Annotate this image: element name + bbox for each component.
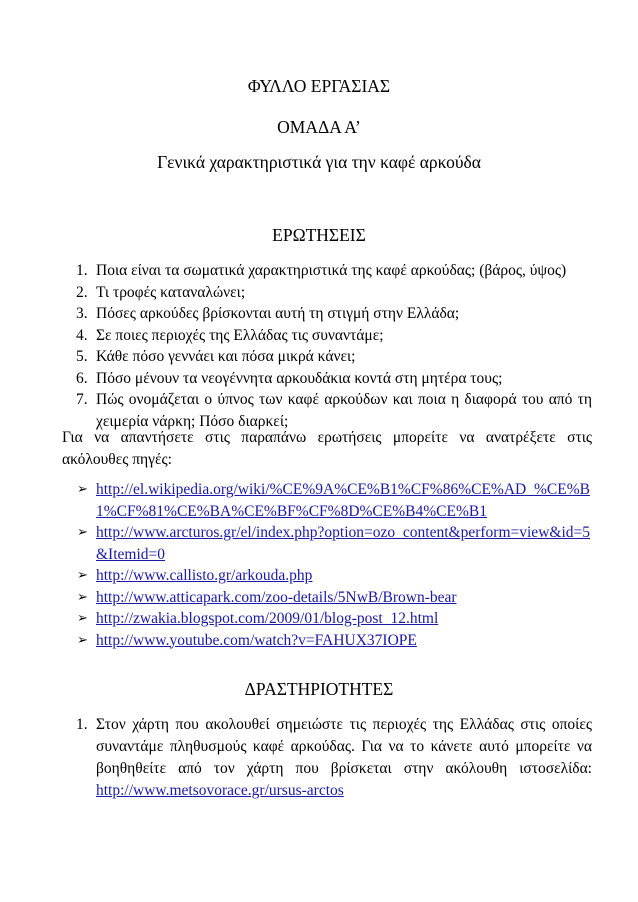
question-text: Κάθε πόσο γεννάει και πόσα μικρά κάνει; (96, 348, 356, 365)
worksheet-title: ΦΥΛΛΟ ΕΡΓΑΣΙΑΣ (247, 76, 391, 96)
source-item (62, 522, 592, 565)
source-link[interactable]: http://zwakia.blogspot.com/2009/01/blog-post_12.html (96, 610, 439, 627)
question-item (62, 260, 592, 282)
sources-list (62, 479, 592, 651)
question-text: Τι τροφές καταναλώνει; (96, 283, 246, 301)
questions-list (62, 260, 592, 432)
activity-link[interactable]: http://www.metsovorace.gr/ursus-arctos (96, 782, 344, 799)
question-number: 7. (76, 391, 88, 408)
source-item (62, 608, 592, 630)
question-text: Ποια είναι τα σωματικά χαρακτηριστικά της καφέ αρκούδας; (βάρος, ύψος) (96, 262, 567, 279)
activity-item (62, 714, 592, 802)
question-item (62, 325, 592, 347)
arrow-bullet-icon: ➢ (77, 611, 88, 626)
arrow-bullet-icon: ➢ (77, 525, 88, 540)
question-number: 5. (76, 348, 88, 365)
source-link[interactable]: http://www.callisto.gr/arkouda.php (96, 567, 313, 584)
question-number: 2. (76, 283, 88, 301)
arrow-bullet-icon: ➢ (77, 632, 88, 648)
arrow-bullet-icon: ➢ (77, 589, 88, 605)
source-link[interactable]: http://www.arcturos.gr/el/index.php?option=ozo_content&perform=view&id=5&Itemid=0 (96, 524, 590, 563)
group-title: ΟΜΑΔΑ Α’ (277, 117, 361, 137)
question-number: 6. (76, 369, 88, 387)
source-link[interactable]: http://el.wikipedia.org/wiki/%CE%9A%CE%B1%CF%86%CE%AD_%CE%B1%CF%81%CE%BA%CE%BF%CF%8D%CE%B4%CE%B1 (96, 481, 590, 520)
question-text: Σε ποιες περιοχές της Ελλάδας τις συναντάμε; (96, 326, 384, 344)
worksheet-subtitle: Γενικά χαρακτηριστικά για την καφέ αρκούδα (157, 152, 481, 172)
activity-text: Στον χάρτη που ακολουθεί σημειώστε τις περιοχές της Ελλάδας στις οποίες συναντάμε πληθυσμούς καφέ αρκούδας. Για να το κάνετε αυτό μπορείτε να βοηθηθείτε από τον χάρτη που βρίσκεται στην ακόλουθη ιστοσελίδα: (96, 716, 592, 777)
activity-number: 1. (76, 716, 88, 733)
arrow-bullet-icon: ➢ (77, 568, 88, 583)
question-number: 4. (76, 326, 88, 344)
activities-list (62, 714, 592, 802)
source-item (62, 565, 592, 587)
question-item (62, 389, 592, 432)
question-item (62, 282, 592, 304)
source-item (62, 630, 592, 652)
source-link[interactable]: http://www.atticapark.com/zoo-details/5NwB/Brown-bear (96, 588, 457, 606)
arrow-bullet-icon: ➢ (77, 482, 88, 497)
activities-heading: ΔΡΑΣΤΗΡΙΟΤΗΤΕΣ (244, 679, 394, 699)
question-number: 1. (76, 262, 88, 279)
questions-heading: ΕΡΩΤΗΣΕΙΣ (272, 225, 366, 245)
question-text: Πόσες αρκούδες βρίσκονται αυτή τη στιγμή στην Ελλάδα; (96, 305, 460, 322)
source-item (62, 587, 592, 609)
sources-intro: Για να απαντήσετε στις παραπάνω ερωτήσεις μπορείτε να ανατρέξετε στις ακόλουθες πηγές: (62, 429, 592, 468)
question-item (62, 368, 592, 390)
source-link[interactable]: http://www.youtube.com/watch?v=FAHUX37IOPE (96, 631, 417, 649)
source-item (62, 479, 592, 522)
question-text: Πόσο μένουν τα νεογέννητα αρκουδάκια κοντά στη μητέρα τους; (96, 369, 503, 387)
question-text: Πώς ονομάζεται ο ύπνος των καφέ αρκούδων και ποια η διαφορά του από τη χειμερία νάρκη; Πόσο διαρκεί; (96, 391, 592, 430)
question-number: 3. (76, 305, 88, 322)
question-item (62, 346, 592, 368)
question-item (62, 303, 592, 325)
